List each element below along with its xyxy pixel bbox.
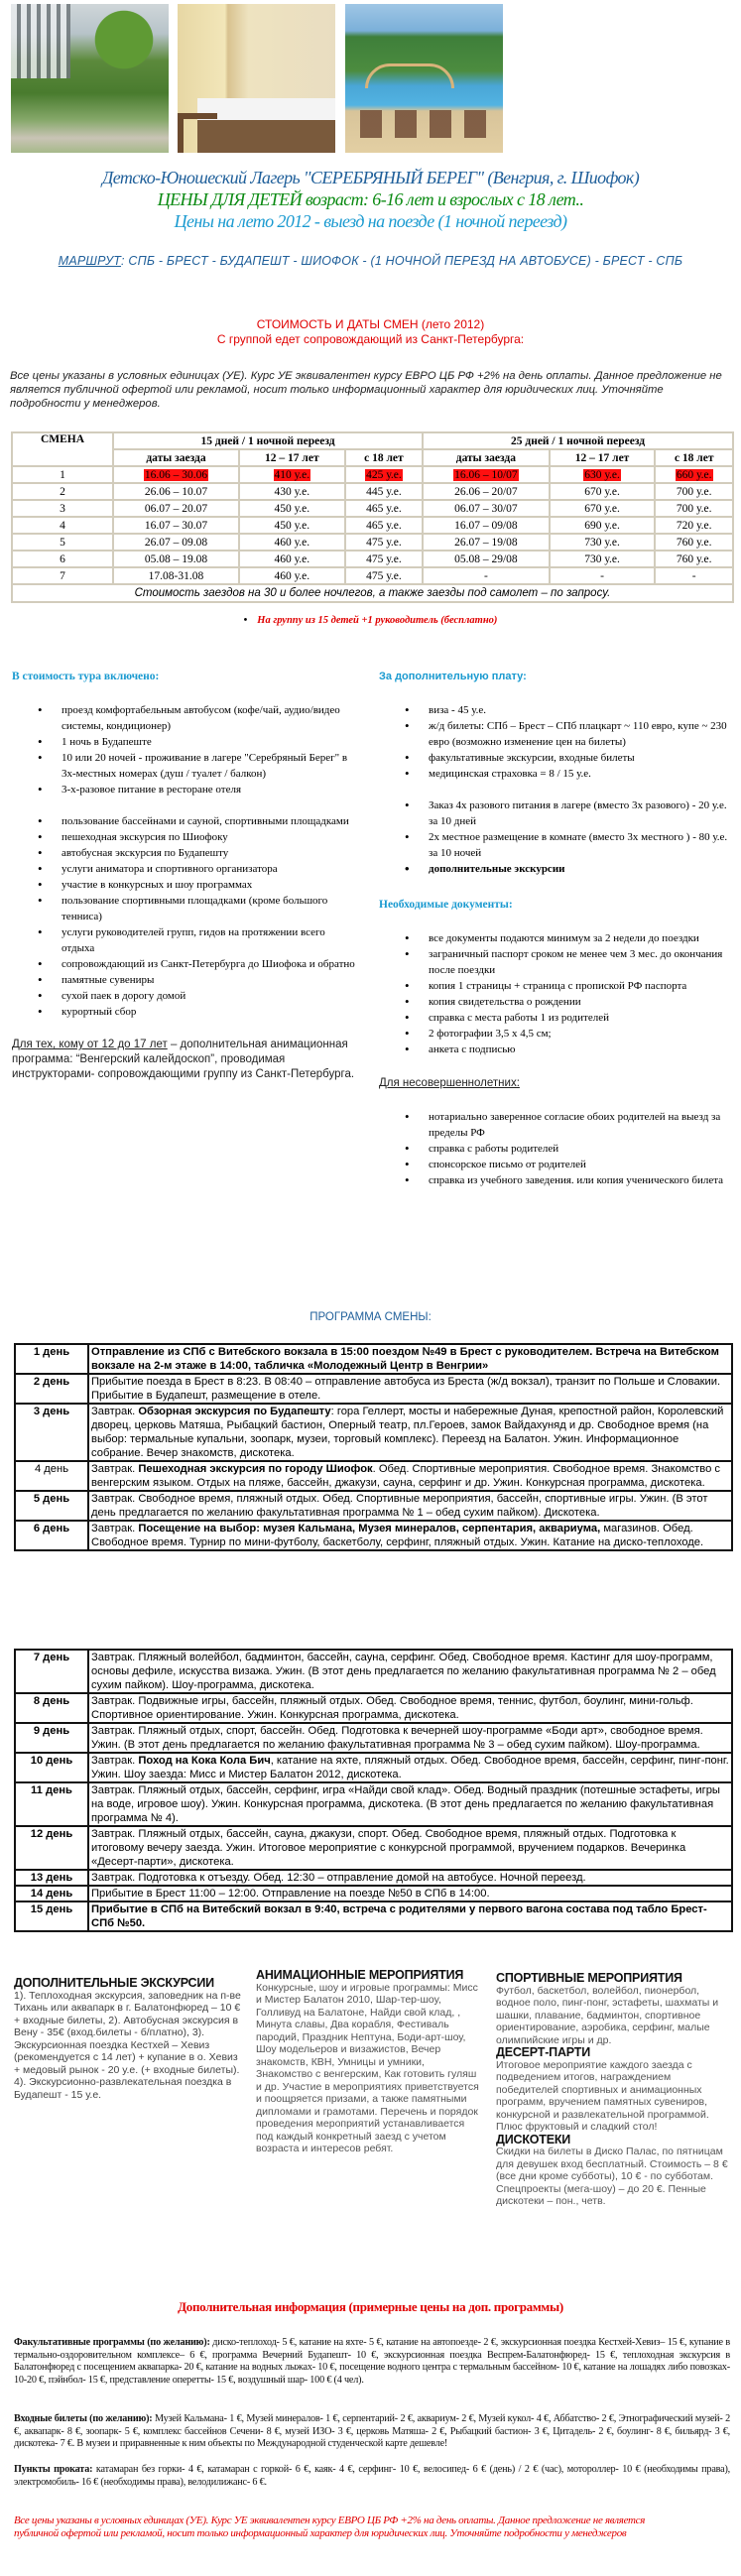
col-teen-15: 12 – 17 лет [239, 449, 345, 466]
dates-15-value: 26.06 – 10.07 [144, 485, 208, 498]
price-teen-25 [550, 567, 656, 584]
day-text: Завтрак. Свободное время, пляжный отдых. Обед. Спортивные мероприятия, бассейн, спортивные игры. Ужин. (В этот день предлагается по желанию факультативная программа № 1 – обед сухим пайком). Дискотека. [91, 1493, 708, 1519]
col-group-15: 15 дней / 1 ночной переезд [113, 432, 423, 449]
day-description [88, 1491, 732, 1521]
price-adult-15 [345, 466, 423, 483]
day-label: 8 день [15, 1693, 88, 1723]
disco-text: Скидки на билеты в Диско Палас, по пятницам для девушек вход бесплатный. Стоимость – 8 € (все дни кроме субботы), 10 € - по субботам. Спецпроекты (мега-шоу) – до 20 €. Пенные дискотеки – пон., четв. [496, 2146, 728, 2207]
disco-title: ДИСКОТЕКИ [496, 2132, 571, 2147]
price-adult-25-value: 700 у.е. [676, 502, 712, 515]
day-label: 13 день [15, 1870, 88, 1886]
sports-title: СПОРТИВНЫЕ МЕРОПРИЯТИЯ [496, 1971, 682, 1985]
bullet-icon: • [243, 615, 248, 626]
list-item: • все документы подаются минимум за 2 недели до поездки [429, 930, 736, 946]
day-description [88, 1870, 732, 1886]
price-teen-15 [239, 466, 345, 483]
optional-programs [14, 2337, 730, 2387]
list-item: • услуги руководителей групп, гидов на протяжении всего отдыха [62, 924, 359, 956]
list-item: • медицинская страховка = 8 / 15 у.е. [429, 766, 736, 782]
program-day-row [15, 1344, 732, 1374]
price-adult-15-value: 465 у.е. [366, 519, 402, 532]
price-row [12, 483, 733, 500]
program-day-row [15, 1723, 732, 1753]
price-teen-15-value: 410 у.е. [274, 468, 310, 481]
program-table-part2 [14, 1649, 733, 1932]
price-teen-25-value: 690 у.е. [584, 519, 620, 532]
price-teen-25-value: 670 у.е. [584, 485, 620, 498]
page-subtitle: ЦЕНЫ ДЛЯ ДЕТЕЙ возраст: 6-16 лет и взрослых с 18 лет.. [157, 189, 584, 209]
shift-number [12, 534, 113, 551]
dates-15-value: 17.08-31.08 [148, 569, 204, 582]
price-note: Стоимость заездов на 30 и более ночлегов, а также заезды под самолет – по запросу. [12, 584, 733, 602]
day-label: 12 день [15, 1826, 88, 1870]
list-item: • проезд комфортабельным автобусом (кофе/чай, аудио/видео системы, кондиционер) [62, 702, 359, 734]
price-teen-15 [239, 517, 345, 534]
price-adult-15 [345, 567, 423, 584]
day-description [88, 1753, 732, 1782]
documents-list [379, 930, 736, 1057]
day-text: Завтрак. Подготовка к отъезду. Обед. 12:30 – отправление домой на автобусе. Ночной переезд. [91, 1872, 586, 1884]
price-adult-15-value: 475 у.е. [366, 552, 402, 565]
col-dates-15: даты заезда [113, 449, 239, 466]
price-row [12, 466, 733, 483]
dates-25-value: 26.06 – 20/07 [454, 485, 518, 498]
list-item: • факультативные экскурсии, входные билеты [429, 750, 736, 766]
price-teen-15 [239, 483, 345, 500]
price-teen-15-value: 450 у.е. [274, 502, 310, 515]
list-item: • анкета с подписью [429, 1042, 736, 1057]
dates-15-value: 05.08 – 19.08 [144, 552, 208, 565]
day-highlight: Пешеходная экскурсия по городу Шиофок [138, 1463, 373, 1475]
list-item: • 2х местное размещение в комнате (вместо 3х местного ) - 80 у.е. за 10 ночей [429, 829, 736, 861]
price-teen-25-value: 730 у.е. [584, 552, 620, 565]
shift-number-value: 7 [60, 569, 65, 582]
prices-heading [0, 317, 741, 347]
program-day-row [15, 1521, 732, 1550]
day-label: 11 день [15, 1782, 88, 1826]
day-text: Завтрак. [91, 1463, 139, 1475]
price-teen-25 [550, 466, 656, 483]
col-group-25: 25 дней / 1 ночной переезд [423, 432, 733, 449]
price-teen-25 [550, 517, 656, 534]
dates-15-value: 06.07 – 20.07 [144, 502, 208, 515]
dates-15 [113, 466, 239, 483]
price-row [12, 517, 733, 534]
animation-title: АНИМАЦИОННЫЕ МЕРОПРИЯТИЯ [256, 1968, 464, 1982]
dates-15 [113, 500, 239, 517]
dates-15-value: 16.06 – 30.06 [144, 468, 208, 481]
optional-label: Факультативные программы (по желанию): [14, 2337, 210, 2348]
price-adult-15 [345, 483, 423, 500]
day-text: Завтрак. [91, 1755, 139, 1767]
price-teen-15-value: 430 у.е. [274, 485, 310, 498]
day-text: Завтрак. [91, 1523, 139, 1534]
dates-15 [113, 483, 239, 500]
price-adult-25-value: 760 у.е. [676, 536, 712, 549]
day-text-rest: , катание на яхте, пляжный отдых. Обед. Свободное время, бассейн, серфинг, пинг-понг. Ужин. Шоу заезда: Мисс и Мистер Балатон 2012, дискотека. [91, 1755, 729, 1780]
list-item: • памятные сувениры [62, 972, 359, 988]
price-adult-25-value: 660 у.е. [676, 468, 712, 481]
day-description [88, 1826, 732, 1870]
day-description [88, 1521, 732, 1550]
list-item: • пользование спортивными площадками (кроме большого тенниса) [62, 893, 359, 924]
day-label: 14 день [15, 1886, 88, 1901]
col-adult-25: с 18 лет [655, 449, 733, 466]
shift-number [12, 500, 113, 517]
day-text: Завтрак. Пляжный отдых, бассейн, сауна, джакузи, спорт. Обед. Свободное время, пляжный отдых. Подготовка к итоговому вечеру заезда. Ужин. Итоговое мероприятие с конкурсной программой, вручением подарков. Вечеринка «Десерт-парти», дискотека. [91, 1828, 686, 1868]
rental-points [14, 2464, 730, 2489]
extra-pay-section [379, 671, 736, 1188]
list-item: • нотариально заверенное согласие обоих родителей на выезд за пределы РФ [429, 1109, 736, 1141]
day-label: 7 день [15, 1650, 88, 1693]
price-adult-25 [655, 517, 733, 534]
day-label: 5 день [15, 1491, 88, 1521]
day-label: 1 день [15, 1344, 88, 1374]
entry-tickets [14, 2413, 730, 2451]
dessert-text: Итоговое мероприятие каждого заезда с подведением итогов, награждением победителей спортивных и анимационных программ, вручением памятных сувениров, конкурсной и развлекательной программой. Плюс фруктовый и сладкий стол! [496, 2058, 709, 2133]
day-text: Завтрак. Пляжный отдых, спорт, бассейн. Обед. Подготовка к вечерней шоу-программе «Боди арт», свободное время. Ужин. (В этот день предлагается по желанию факультативная программа № 3 – обед сухим пайком). Шоу-программа. [91, 1725, 703, 1751]
day-text: Прибытие в Брест 11:00 – 12:00. Отправление на поезде №50 в СПб в 14:00. [91, 1888, 490, 1900]
price-adult-15 [345, 500, 423, 517]
price-adult-15 [345, 534, 423, 551]
sports-text: Футбол, баскетбол, волейбол, пионербол, водное поло, пинг-понг, эстафеты, шахматы и шашки, плавание, бадминтон, спортивное ориентирование, аэробика, серфинг, малые олимпийские игры и др. [496, 1984, 719, 2046]
price-teen-25-value: 730 у.е. [584, 536, 620, 549]
day-description [88, 1723, 732, 1753]
price-adult-25 [655, 483, 733, 500]
list-item: • дополнительные экскурсии [429, 861, 736, 877]
day-text: Прибытие поезда в Брест в 8:23. В 08:40 – отправление автобуса из Бреста (ж/д вокзал), транзит по Польше и Словакии. Прибытие в Будапешт, размещение в отеле. [91, 1376, 721, 1402]
day-text-rest: . Обед. Спортивные мероприятия. Свободное время. Знакомство с венгерским языком. Отдых на пляже, бассейн, джакузи, сауна, серфинг и др. Ужин. Конкурсная программа, дискотека. [91, 1463, 721, 1489]
day-text: Завтрак. [91, 1406, 139, 1417]
list-item: • Заказ 4х разового питания в лагере (вместо 3х разового) - 20 у.е. за 10 дней [429, 797, 736, 829]
col-adult-15: с 18 лет [345, 449, 423, 466]
animation-column [256, 1969, 480, 2155]
list-item: • справка с места работы 1 из родителей [429, 1010, 736, 1026]
minors-list [379, 1109, 736, 1188]
day-description [88, 1886, 732, 1901]
price-adult-25-value: 720 у.е. [676, 519, 712, 532]
day-description [88, 1650, 732, 1693]
day-text: Завтрак. Пляжный отдых, бассейн, серфинг, игра «Найди свой клад». Обед. Водный праздник (потешные эстафеты, игры на воде, игровое шоу). Ужин. Конкурсная программа, дискотека. (В этот день предлагается по желанию факультативная программа № 4). [91, 1784, 720, 1824]
price-adult-25 [655, 534, 733, 551]
dates-25 [423, 534, 550, 551]
program-table-part1 [14, 1343, 733, 1551]
shift-number-value: 3 [60, 502, 65, 515]
price-teen-25 [550, 500, 656, 517]
dates-15 [113, 534, 239, 551]
price-teen-25 [550, 551, 656, 567]
shift-number-value: 6 [60, 552, 65, 565]
final-disclaimer: Все цены указаны в условных единицах (УЕ). Курс УЕ эквивалентен курсу ЕВРО ЦБ РФ +2% на день оплаты. Данное предложение не является публичной офертой или рекламой, носит только информационный характер для юридических лиц. Уточняйте подробности у менеджеров [14, 2515, 646, 2539]
program-day-row [15, 1693, 732, 1723]
price-row [12, 551, 733, 567]
group-discount-note [0, 615, 741, 626]
dates-15-value: 16.07 – 30.07 [144, 519, 208, 532]
price-teen-25-value: 630 у.е. [584, 468, 620, 481]
included-list [12, 702, 359, 1020]
tickets-label: Входные билеты (по желанию): [14, 2413, 153, 2424]
day-text: Завтрак. Подвижные игры, бассейн, пляжный отдых. Обед. Свободное время, теннис, футбол, боулинг, мини-гольф. Спортивное ориентирование. Ужин. Конкурсная программа, дискотека. [91, 1695, 693, 1721]
price-row [12, 567, 733, 584]
program-day-row [15, 1782, 732, 1826]
route-line [0, 254, 741, 268]
program-day-row [15, 1901, 732, 1931]
price-teen-15-value: 450 у.е. [274, 519, 310, 532]
room-photo [178, 4, 335, 153]
teen-program-label: Для тех, кому от 12 до 17 лет [12, 1039, 168, 1050]
price-teen-15-value: 460 у.е. [274, 552, 310, 565]
extra-info-title: Дополнительная информация (примерные цены на доп. программы) [178, 2299, 563, 2314]
price-teen-15 [239, 534, 345, 551]
price-teen-15 [239, 567, 345, 584]
price-teen-25 [550, 534, 656, 551]
col-teen-25: 12 – 17 лет [550, 449, 656, 466]
program-day-row [15, 1870, 732, 1886]
price-adult-25-value: 760 у.е. [676, 552, 712, 565]
route-text: : СПБ - БРЕСТ - БУДАПЕШТ - ШИОФОК - (1 НОЧНОЙ ПЕРЕЗД НА АВТОБУСЕ) - БРЕСТ - СПБ [121, 254, 683, 268]
shift-number [12, 483, 113, 500]
price-teen-25 [550, 483, 656, 500]
dates-25 [423, 483, 550, 500]
shift-number [12, 517, 113, 534]
page-title: Детско-Юношеский Лагерь "СЕРЕБРЯНЫЙ БЕРЕГ" (Венгрия, г. Шиофок) [101, 168, 640, 187]
day-description [88, 1693, 732, 1723]
day-highlight: Отправление из СПб с Витебского вокзала в 15:00 поездом №49 в Брест с руководителем. Встреча на Витебском вокзале на 2-м этаже в 14:00, табличка «Молодежный Центр в Венгрии» [91, 1346, 719, 1372]
dates-15 [113, 551, 239, 567]
day-description [88, 1374, 732, 1404]
dates-15-value: 26.07 – 09.08 [144, 536, 208, 549]
day-highlight: Посещение на выбор: музея Кальмана, Музея минералов, серпентария, аквариума, [138, 1523, 601, 1534]
dates-25-value: - [483, 569, 488, 582]
dates-25-value: 16.06 – 10/07 [454, 468, 518, 481]
price-teen-25-value: 670 у.е. [584, 502, 620, 515]
shift-number-value: 1 [60, 468, 65, 481]
dates-25-value: 05.08 – 29/08 [454, 552, 518, 565]
dates-25 [423, 567, 550, 584]
documents-title: Необходимые документы: [379, 899, 513, 911]
program-title: ПРОГРАММА СМЕНЫ: [309, 1311, 432, 1323]
optional-text: диско-теплоход- 5 €, катание на яхте- 5 €, катание на автопоезде- 2 €, экскурсионная поездка Кестхей-Хевиз– 15 €, купание в термально-оздоровительном комплексе– 6 €, программа Вечерний Будапешт- 10 €, экскурсионная поездка Веспрем-Балатонфюред- 15 €, теплоходная экскурсия в Балатонфюред с посещением аквапарка- 20 €, катание на водных лыжах- 10 €, посещение водного центра с термальным бассейном- 10 €, катание на лошадях либо повозках- 10-20 €, пэйнбол- 15 €, представление оперетты- 15 €, воздушный шар- 100 € (4 чел). [14, 2337, 730, 2386]
price-row [12, 534, 733, 551]
prices-heading-subtitle: С группой едет сопровождающий из Санкт-Петербурга: [216, 332, 525, 346]
dates-25-value: 26.07 – 19/08 [454, 536, 518, 549]
program-day-row [15, 1753, 732, 1782]
price-row [12, 500, 733, 517]
program-day-row [15, 1491, 732, 1521]
dates-15 [113, 517, 239, 534]
dates-25-value: 06.07 – 30/07 [454, 502, 518, 515]
shift-number [12, 466, 113, 483]
minors-title: Для несовершеннолетних: [379, 1077, 520, 1089]
day-label: 6 день [15, 1521, 88, 1550]
dates-15 [113, 567, 239, 584]
program-day-row [15, 1650, 732, 1693]
list-item: • виза - 45 у.е. [429, 702, 736, 718]
excursions-title: ДОПОЛНИТЕЛЬНЫЕ ЭКСКУРСИИ [14, 1976, 214, 1990]
list-item: • спонсорское письмо от родителей [429, 1157, 736, 1172]
program-day-row [15, 1461, 732, 1491]
price-adult-15 [345, 517, 423, 534]
list-item: • участие в конкурсных и шоу программах [62, 877, 359, 893]
sports-column [496, 1972, 734, 2208]
rental-text: катамаран без горки- 4 €, катамаран с горкой- 6 €, каяк- 4 €, серфинг- 10 €, велосипед- 6 € (день) / 2 € (час), мотороллер- 10 € (необходимы права), электромобиль- 16 € (необходимы права), велодилижанс- 6 €. [14, 2464, 730, 2488]
list-item: • ж/д билеты: СПб – Брест – СПб плацкарт ~ 110 евро, купе ~ 230 евро (возможно изменение цен на билеты) [429, 718, 736, 750]
list-item: • сухой паек в дорогу домой [62, 988, 359, 1004]
dates-25-value: 16.07 – 09/08 [454, 519, 518, 532]
day-label: 3 день [15, 1404, 88, 1461]
extra-pay-title: За дополнительную плату: [379, 671, 527, 682]
animation-text: Конкурсные, шоу и игровые программы: Мисс и Мистер Балатон 2010, Шар-тер-шоу, Голливуд на Балатоне, Найди свой клад, , Минута славы, Два корабля, Фестиваль пародий, Праздник Нептуна, Боди-арт-шоу, Шоу модельеров и визажистов, Вечер знакомств, КВН, Умницы и умники, Знакомство с венгерским, Как готовить гуляш и др. Участие в мероприятиях приветствуется и поощряется призами, а также памятными дипломами и грамотами. Перечень и порядок проведения мероприятий устанавливается под каждый конкретный заезд с учетом возраста и интересов ребят. [256, 1981, 479, 2154]
excursions-column [14, 1977, 242, 2101]
program-day-row [15, 1886, 732, 1901]
shift-number [12, 551, 113, 567]
price-adult-25 [655, 466, 733, 483]
day-label: 10 день [15, 1753, 88, 1782]
program-day-row [15, 1826, 732, 1870]
day-description [88, 1461, 732, 1491]
price-teen-15 [239, 551, 345, 567]
list-item: • справка с работы родителей [429, 1141, 736, 1157]
shift-number-value: 4 [60, 519, 65, 532]
program-day-row [15, 1404, 732, 1461]
day-label: 15 день [15, 1901, 88, 1931]
pool-cafe-photo [345, 4, 503, 153]
dessert-title: ДЕСЕРТ-ПАРТИ [496, 2045, 590, 2059]
list-item: • заграничный паспорт сроком не менее чем 3 мес. до окончания после поездки [429, 946, 736, 978]
day-text: Завтрак. Пляжный волейбол, бадминтон, бассейн, сауна, серфинг. Обед. Свободное время. Кастинг для шоу-программ, основы дефиле, искусства визажа. Ужин. (В этот день предлагается по желанию факультативная программа № 2 – обед сухим пайком). Шоу-программа, дискотека. [91, 1652, 716, 1691]
dates-25 [423, 500, 550, 517]
price-teen-15-value: 460 у.е. [274, 569, 310, 582]
list-item: • копия 1 страницы + страница с пропиской РФ паспорта [429, 978, 736, 994]
camp-grounds-photo [11, 4, 169, 153]
price-teen-15-value: 460 у.е. [274, 536, 310, 549]
included-title: В стоимость тура включено: [12, 671, 160, 682]
shift-number [12, 567, 113, 584]
list-item: • автобусная экскурсия по Будапешту [62, 845, 359, 861]
list-item: • 2 фотографии 3,5 х 4,5 см; [429, 1026, 736, 1042]
dates-25 [423, 517, 550, 534]
shift-number-value: 2 [60, 485, 65, 498]
price-adult-15-value: 425 у.е. [366, 468, 402, 481]
included-section [12, 671, 359, 1082]
price-adult-25 [655, 567, 733, 584]
dates-25 [423, 466, 550, 483]
page-header [0, 167, 741, 232]
price-adult-25 [655, 500, 733, 517]
rental-label: Пункты проката: [14, 2464, 93, 2475]
route-label: МАРШРУТ [58, 254, 122, 268]
day-text-rest: : гора Геллерт, мосты и набережные Дуная, крепостной район, Королевский дворец, церковь Матяша, Рыбацкий бастион, Оперный театр, пл.Героев, замок Вайдахуняд и др. Свободное время (на выбор: термальные купальни, зоопарк, музеи, торговый комплекс). Переезд на Балатон. Ужин. Информационное собрание. Вечер знакомств, дискотека. [91, 1406, 724, 1459]
price-table [11, 431, 734, 603]
day-description [88, 1344, 732, 1374]
list-item: • пешеходная экскурсия по Шиофоку [62, 829, 359, 845]
extra-pay-list [379, 702, 736, 877]
list-item: • сопровождающий из Санкт-Петербурга до Шиофока и обратно [62, 956, 359, 972]
group-note-text: На группу из 15 детей +1 руководитель (бесплатно) [257, 615, 498, 626]
teen-program-text: – дополнительная анимационная программа: “Венгерский калейдоскоп”, проводимая инструкторами- сопровождающими группу из Санкт-Петербурга. [12, 1039, 355, 1080]
day-label: 2 день [15, 1374, 88, 1404]
col-shift: СМЕНА [12, 432, 113, 466]
price-disclaimer: Все цены указаны в условных единицах (УЕ). Курс УЕ эквивалентен курсу ЕВРО ЦБ РФ +2% на день оплаты. Данное предложение не является публичной офертой или рекламой, носит только информационный характер для юридических лиц. Уточняйте подробности у менеджеров. [10, 370, 722, 410]
price-adult-15-value: 445 у.е. [366, 485, 402, 498]
day-highlight: Прибытие в СПб на Витебский вокзал в 9:40, встреча с родителями у первого вагона состава под табло Брест-СПб №50. [91, 1903, 707, 1929]
price-adult-25 [655, 551, 733, 567]
price-adult-25-value: 700 у.е. [676, 485, 712, 498]
price-adult-15-value: 475 у.е. [366, 536, 402, 549]
season-line: Цены на лето 2012 - выезд на поезде (1 ночной переезд) [174, 211, 567, 231]
day-description [88, 1901, 732, 1931]
day-description [88, 1782, 732, 1826]
tickets-text: Музей Кальмана- 1 €, Музей минералов- 1 €, серпентарий- 2 €, аквариум- 2 €, Музей кукол- 4 €, Аббатство- 2 €, Этнографический музей- 2 €, аквапарк- 8 €, зоопарк- 5 €, комплекс бассейнов Сечени- 8 €, музей ИЗО- 3 €, церковь Матяша- 2 €, Рыбацкий бастион- 3 €, Цитадель- 2 €, боулинг- 8 €, бильярд- 3 €, дискотека- 7 €. В музеи и приравненные к ним объекты по Международной студенческой карте дешевле! [14, 2413, 730, 2449]
col-dates-25: даты заезда [423, 449, 550, 466]
list-item: • курортный сбор [62, 1004, 359, 1020]
price-teen-15 [239, 500, 345, 517]
list-item: • справка из учебного заведения. или копия ученического билета [429, 1172, 736, 1188]
photo-strip [0, 4, 741, 153]
day-highlight: Обзорная экскурсия по Будапешту [138, 1406, 331, 1417]
list-item: • копия свидетельства о рождении [429, 994, 736, 1010]
day-highlight: Поход на Кока Кола Бич [138, 1755, 271, 1767]
list-item: • 10 или 20 ночей - проживание в лагере "Серебряный Берег" в 3х-местных номерах (душ / туалет / балкон) [62, 750, 359, 782]
price-adult-15-value: 475 у.е. [366, 569, 402, 582]
day-description [88, 1404, 732, 1461]
day-label: 4 день [15, 1461, 88, 1491]
program-day-row [15, 1374, 732, 1404]
dates-25 [423, 551, 550, 567]
price-adult-25-value: - [691, 569, 696, 582]
teen-program-note [12, 1038, 359, 1082]
price-adult-15 [345, 551, 423, 567]
prices-heading-title: СТОИМОСТЬ И ДАТЫ СМЕН (лето 2012) [256, 317, 485, 331]
price-adult-15-value: 465 у.е. [366, 502, 402, 515]
list-item: • услуги аниматора и спортивного организатора [62, 861, 359, 877]
price-teen-25-value: - [600, 569, 604, 582]
shift-number-value: 5 [60, 536, 65, 549]
list-item: • 1 ночь в Будапеште [62, 734, 359, 750]
day-text-rest: магазинов. Обед. Свободное время. Турнир по мини-футболу, баскетболу, серфинг, пляжный отдых. Ужин. Катание на диско-теплоходе. [91, 1523, 704, 1548]
excursions-text: 1). Теплоходная экскурсия, заповедник на п-ве Тихань или аквапарк в г. Балатонфюред – 10 € + входные билеты, 2). Автобусная экскурсия в Вену - 35€ (вход.билеты - б/платно), 3). Экскурсионная поездка Кестхей – Хевиз (рекомендуется с 14 лет) + купание в о. Хевиз + медовый рынок - 20 у.е. (+ входные билеты). 4). Экскурсионно-развлекательная поездка в Будапешт - 15 у.е. [14, 1989, 241, 2101]
day-label: 9 день [15, 1723, 88, 1753]
list-item: • пользование бассейнами и сауной, спортивными площадками [62, 813, 359, 829]
list-item: • 3-х-разовое питание в ресторане отеля [62, 782, 359, 797]
